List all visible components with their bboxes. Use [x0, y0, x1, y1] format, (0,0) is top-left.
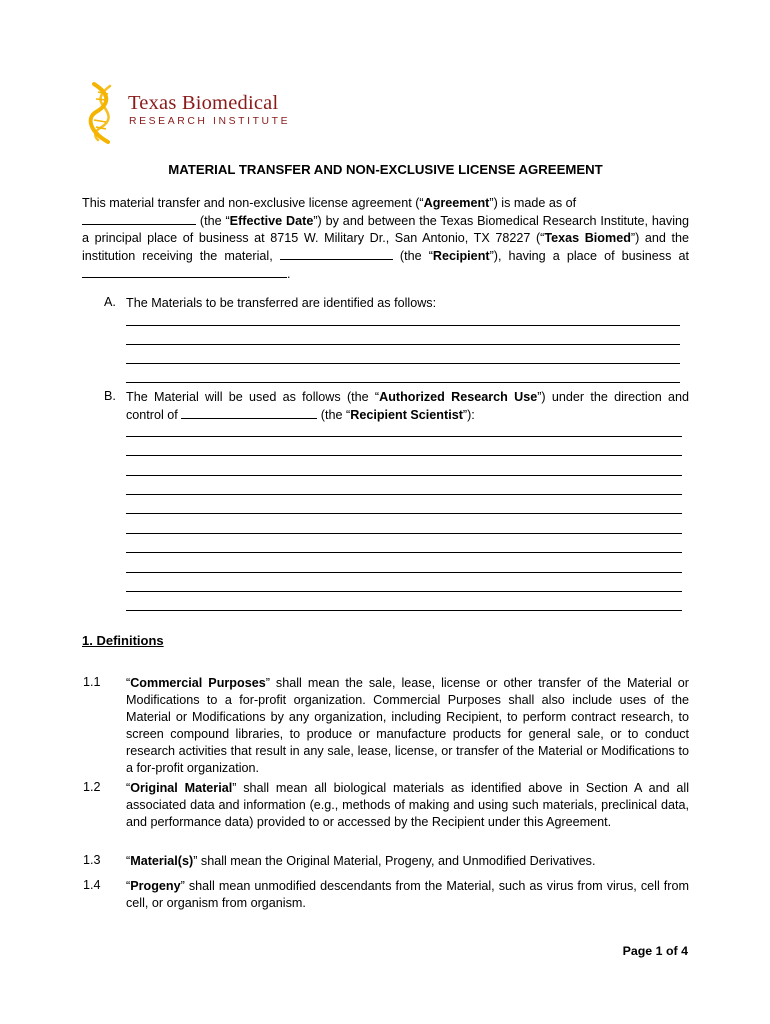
- recipient-address-blank[interactable]: [82, 265, 287, 278]
- research-use-line-4[interactable]: [126, 494, 682, 495]
- recipient-institution-blank[interactable]: [280, 247, 393, 260]
- section-definitions-heading: 1. Definitions: [82, 633, 164, 648]
- term-authorized-research-use: Authorized Research Use: [379, 390, 538, 404]
- term-effective-date: Effective Date: [229, 214, 314, 228]
- logo-name: Texas Biomedical: [128, 92, 279, 114]
- institute-logo: [84, 82, 334, 144]
- materials-line-1[interactable]: [126, 325, 680, 326]
- research-use-line-5[interactable]: [126, 513, 682, 514]
- definition-number: 1.4: [83, 878, 101, 892]
- item-b-text: The Material will be used as follows (the “Authorized Research Use”) under the direction and control of (the “Recipient Scientist”):: [126, 390, 689, 422]
- page-number: Page 1 of 4: [622, 944, 688, 958]
- dna-helix-logo-icon: [84, 82, 124, 144]
- research-use-line-1[interactable]: [126, 436, 682, 437]
- effective-date-blank[interactable]: [82, 212, 196, 225]
- definition-number: 1.3: [83, 853, 101, 867]
- research-use-line-6[interactable]: [126, 533, 682, 534]
- definition-number: 1.1: [83, 675, 101, 689]
- materials-line-3[interactable]: [126, 363, 680, 364]
- research-use-line-8[interactable]: [126, 572, 682, 573]
- logo-subtitle: RESEARCH INSTITUTE: [129, 116, 291, 127]
- materials-line-4[interactable]: [126, 382, 680, 383]
- term-recipient-scientist: Recipient Scientist: [350, 408, 463, 422]
- definition-commercial-purposes: “Commercial Purposes” shall mean the sale, lease, license or other transfer of the Material or Modifications to a for-profit organization. Commercial Purposes shall also include uses of the Material or Modifications by any organization, including Recipient, to perform contract research, to screen compound libraries, to produce or manufacture products for general sale, or to conduct research activities that result in any sale, lease, license, or transfer of the Material or Modifications to a for-profit organization.: [126, 676, 689, 775]
- term-texas-biomed: Texas Biomed: [544, 231, 631, 245]
- research-use-line-10[interactable]: [126, 610, 682, 611]
- definition-materials: “Material(s)” shall mean the Original Material, Progeny, and Unmodified Derivatives.: [126, 854, 596, 868]
- item-b-letter: B.: [104, 389, 116, 403]
- definition-progeny: “Progeny” shall mean unmodified descendants from the Material, such as virus from virus, cell from cell, or organism from organism.: [126, 879, 689, 910]
- definition-number: 1.2: [83, 780, 101, 794]
- item-a-letter: A.: [104, 295, 116, 309]
- document-title: MATERIAL TRANSFER AND NON-EXCLUSIVE LICENSE AGREEMENT: [168, 162, 603, 177]
- research-use-line-2[interactable]: [126, 455, 682, 456]
- research-use-line-9[interactable]: [126, 591, 682, 592]
- term-agreement: Agreement: [423, 196, 490, 210]
- recipient-scientist-blank[interactable]: [181, 406, 317, 419]
- research-use-line-3[interactable]: [126, 475, 682, 476]
- definition-original-material: “Original Material” shall mean all biological materials as identified above in Section A and all associated data and information (e.g., methods of making and using such materials, preclinical data, and performance data) provided to or accessed by the Recipient under this Agreement.: [126, 781, 689, 829]
- materials-line-2[interactable]: [126, 344, 680, 345]
- research-use-line-7[interactable]: [126, 552, 682, 553]
- item-a-text: The Materials to be transferred are identified as follows:: [126, 296, 437, 310]
- intro-paragraph: This material transfer and non-exclusive license agreement (“Agreement”) is made as of (the “Effective Date”) by and between the Texas Biomedical Research Institute, having a principal place of business at 8715 W. Military Dr., San Antonio, TX 78227 (“Texas Biomed”) and the institution receiving the material, (the “Recipient”), having a place of business at .: [82, 196, 689, 281]
- term-recipient: Recipient: [432, 249, 490, 263]
